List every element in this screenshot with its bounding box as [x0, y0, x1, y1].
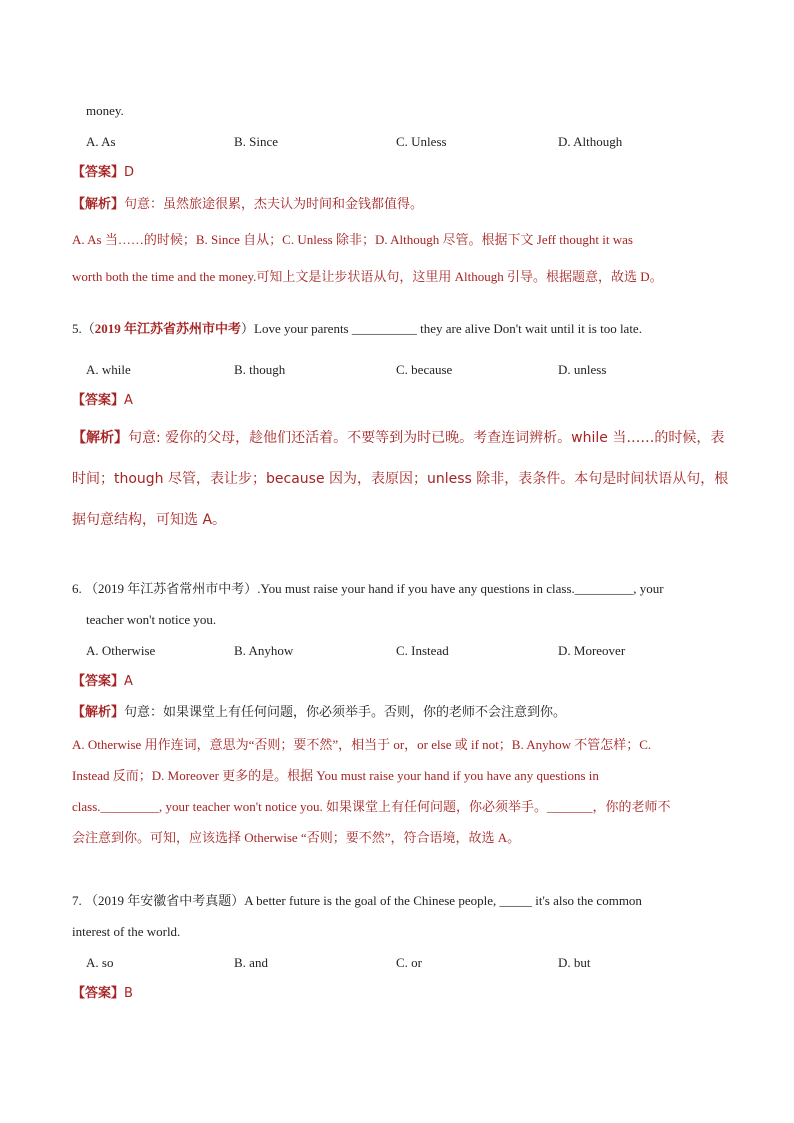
q6-analysis-1	[72, 704, 566, 722]
q6-analysis-4: class._________, your teacher won't notice you. 如果课堂上有任何问题，你必须举手。_______，你的老师不	[72, 799, 671, 814]
analysis-text: 句意: 爱你的父母，趁他们还活着。不要等到为时已晚。考查连词辨析。while 当……的时候，表	[128, 430, 725, 446]
answer-value: D	[124, 165, 135, 180]
q6-option-c: C. Instead	[396, 643, 449, 658]
q6-option-d: D. Moreover	[558, 643, 626, 658]
q5-answer	[72, 392, 133, 410]
q4-stem-tail: money.	[86, 103, 124, 118]
analysis-tag: 【解析】	[72, 430, 128, 446]
q5-number: 5.（	[72, 321, 95, 336]
analysis-text: 句意：虽然旅途很累，杰夫认为时间和金钱都值得。	[124, 197, 424, 212]
q7-option-d: D. but	[558, 955, 591, 970]
analysis-tag: 【解析】	[72, 705, 125, 720]
q4-option-b: B. Since	[234, 134, 279, 149]
q7-option-a: A. so	[86, 955, 114, 970]
q5-analysis-3: 据句意结构，可知选 A。	[72, 512, 227, 528]
q4-option-c: C. Unless	[396, 134, 447, 149]
q4-option-d: D. Although	[558, 134, 623, 149]
q5-stem-text: ）Love your parents __________ they are alive Don't wait until it is too late.	[241, 321, 642, 336]
q7-answer	[72, 985, 133, 1003]
q7-stem-1: 7. （2019 年安徽省中考真题）A better future is the goal of the Chinese people, _____ it's also the common	[72, 893, 642, 908]
q6-analysis-3: Instead 反而；D. Moreover 更多的是。根据 You must raise your hand if you have any questions in	[72, 768, 599, 783]
q4-answer	[72, 164, 134, 182]
q6-answer	[72, 673, 133, 691]
analysis-tag: 【解析】	[72, 197, 125, 212]
q5-stem	[72, 320, 642, 338]
q5-analysis-1	[72, 429, 724, 447]
q6-analysis-5: 会注意到你。可知，应该选择 Otherwise “否则；要不然”，符合语境，故选 A。	[72, 830, 521, 845]
q5-option-b: B. though	[234, 362, 286, 377]
answer-value: A	[124, 393, 133, 408]
q5-source: 2019 年江苏省苏州市中考	[94, 321, 242, 336]
q7-option-c: C. or	[396, 955, 422, 970]
q6-stem-2: teacher won't notice you.	[86, 612, 217, 627]
answer-tag: 【答案】	[72, 986, 125, 1001]
q6-analysis-2: A. Otherwise 用作连词，意思为“否则；要不然”，相当于 or，or else 或 if not；B. Anyhow 不管怎样；C.	[72, 737, 652, 752]
q4-option-a: A. As	[86, 134, 116, 149]
analysis-text: 句意：如果课堂上有任何问题，你必须举手。否则，你的老师不会注意到你。	[124, 705, 567, 720]
q4-analysis-2: A. As 当……的时候；B. Since 自从；C. Unless 除非；D. Although 尽管。根据下文 Jeff thought it was	[72, 232, 633, 247]
q5-option-d: D. unless	[558, 362, 607, 377]
answer-tag: 【答案】	[72, 393, 125, 408]
q6-option-a: A. Otherwise	[86, 643, 156, 658]
q6-stem-1: 6. （2019 年江苏省常州市中考）.You must raise your hand if you have any questions in class._________, your	[72, 581, 664, 596]
answer-tag: 【答案】	[72, 165, 125, 180]
answer-value: A	[124, 674, 133, 689]
q5-analysis-2: 时间；though 尽管，表让步；because 因为，表原因；unless 除非，表条件。本句是时间状语从句，根	[72, 471, 729, 487]
answer-tag: 【答案】	[72, 674, 125, 689]
answer-value: B	[124, 986, 133, 1001]
q5-option-c: C. because	[396, 362, 453, 377]
q6-option-b: B. Anyhow	[234, 643, 294, 658]
q4-analysis-1	[72, 196, 423, 214]
q7-option-b: B. and	[234, 955, 268, 970]
q4-analysis-3: worth both the time and the money.可知上文是让步状语从句，这里用 Although 引导。根据题意，故选 D。	[72, 269, 663, 284]
q5-option-a: A. while	[86, 362, 131, 377]
q7-stem-2: interest of the world.	[72, 924, 181, 939]
